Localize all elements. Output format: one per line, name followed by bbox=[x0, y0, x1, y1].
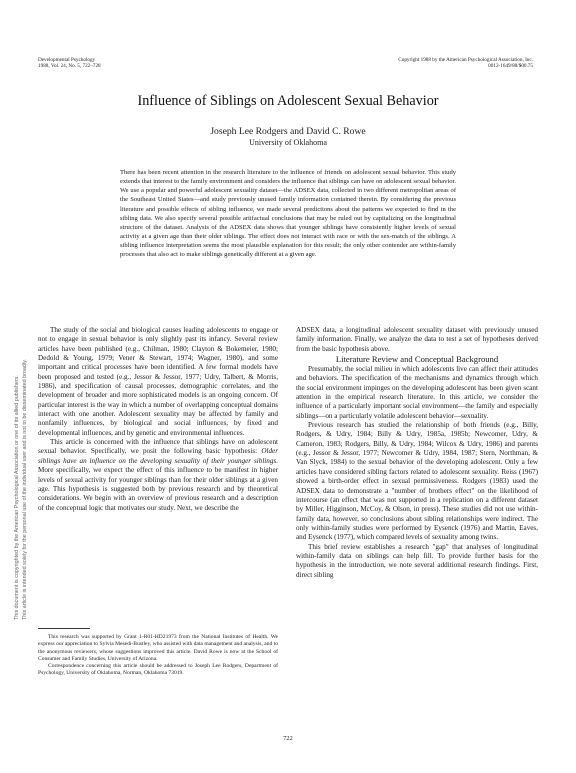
intro-paragraph-2-start: This article is concerned with the influence that siblings have on adolescent sexual behavior. Specifically, we posit the following basic hypothesis: bbox=[38, 438, 278, 456]
section-heading: Literature Review and Conceptual Background bbox=[335, 354, 499, 365]
left-column bbox=[38, 326, 278, 513]
correspondence-footnote: Correspondence concerning this article should be addressed to Joseph Lee Rodgers, Department of Psychology, University of Oklahoma, Norman, Oklahoma 73019. bbox=[38, 663, 278, 677]
intro-paragraph-1: The study of the social and biological causes leading adolescents to engage or not to engage in sexual behavior is only slightly past its infancy. Several review articles have been published (e.g., Chilman, 1980; Clayton & Bokemeier, 1980; Dedold & Young, 1979; Vener & Stewart, 1974; Wagner, 1980), and some important and critical processes have been identified. A few formal models have been proposed and tested (e.g., Jessor & Jessor, 1977; Udry, Talbert, & Morris, 1986), and specification of causal processes, demographic correlates, and the development of broader and more sophisticated models is an ongoing concern. Of particular interest is the way in which a number of overlapping conceptual domains interact with one another. Adolescent sexuality may be affected by family and nonfamily influences, by biological and social influences, by fixed and developmental influences, and by genetic and environmental influences. bbox=[38, 326, 278, 437]
funding-footnote: This research was supported by Grant 1-R01-HD21973 from the National Institutes of Health. We express our appreciation to Sylvia Mesedi-Bustley, who assisted with data management and analysis, and to the anonymous reviewers, whose suggestions improved this article. David Rowe is now at the School of Consumer and Family Studies, University of Arizona. bbox=[38, 634, 278, 662]
copyright-side-notice bbox=[8, 180, 38, 620]
right-column bbox=[296, 326, 538, 580]
volume-info: 1988, Vol. 24, No. 5, 722–728 bbox=[38, 63, 101, 70]
footnotes bbox=[38, 634, 278, 678]
journal-name: Developmental Psychology bbox=[38, 57, 96, 63]
basic-hypothesis: Older siblings have an influence on the developing sexuality of their younger siblings. bbox=[38, 447, 278, 465]
side-notice-line-2: This article is intended solely for the personal use of the individual user and is not to be disseminated broadly. bbox=[22, 359, 28, 620]
issn-line: 0012-1649/88/$00.75 bbox=[488, 63, 533, 70]
review-paragraph-3: This brief review establishes a research "gap" that analyses of longitudinal within-family data on siblings can help fill. To provide further basis for the hypothesis in the introduction, we note several additional research findings. First, direct sibling bbox=[296, 542, 538, 579]
abstract: There has been recent attention in the research literature to the influence of friends on adolescent sexual behavior. This study extends that interest to the family environment and considers the influence that siblings can have on adolescent sexual behavior. We use a popular and powerful adolescent sexuality dataset—the ADSEX data, collected in two different metropolitan areas of the Southeast United States—and study previously unused family information contained therein. By considering the previous literature and possible effects of sibling influence, we made several predictions about the patterns we expected to find in the sibling data. We also specify several possible artifactual conclusions that may be ruled out by capitalizing on the longitudinal structure of the dataset. Analysis of the ADSEX data shows that younger siblings have consistently higher levels of sexual activity at a given age than their older siblings. The effect does not interact with race or with the sex-match of the siblings. A sibling influence interpretation seems the most plausible explanation for this result; the only other contender are within-family processes that also act to make siblings genetically different at a given age. bbox=[120, 169, 456, 259]
copyright-notice bbox=[398, 57, 533, 70]
page-number: 722 bbox=[283, 735, 293, 742]
intro-paragraph-2 bbox=[38, 438, 278, 513]
author-affiliation: University of Oklahoma bbox=[249, 138, 327, 147]
article-authors: Joseph Lee Rodgers and David C. Rowe bbox=[210, 126, 366, 137]
footnote-rule bbox=[38, 628, 90, 629]
review-paragraph-2: Previous research has studied the relationship of both friends (e.g., Billy, Rodgers, & Udry, 1984; Billy & Udry, 1985a, 1985b; Newcomer, Udry, & Cameron, 1983; Rodgers, Billy, & Udry, 1984; Wilcox & Udry, 1986) and parents (e.g., Jessor & Jessor, 1977; Newcomer & Udry, 1984, 1987; Stern, Northman, & Van Slyck, 1984) to the sexual behavior of the developing adolescent. Only a few articles have considered sibling factors related to adolescent sexuality. Reiss (1967) showed a birth-order effect in sexual permissiveness. Rodgers (1983) used the ADSEX data to demonstrate a "number of brothers effect" on the likelihood of intercourse (an effect that was not supported in a replication on a different dataset by Miller, Higginson, McCoy, & Olson, in press). These studies did not use within-family data, however, so conclusions about sibling relationships were indirect. The only within-family studies were performed by Eysenck (1976) and Martin, Eaves, and Eysenck (1977), which compared levels of sexuality among twins. bbox=[296, 421, 538, 542]
intro-paragraph-2-end: More specifically, we expect the effect of this influence to be manifest in higher levels of sexual activity for younger siblings than for their older siblings at a given age. This hypothesis is suggested both by previous research and by theoretical considerations. We begin with an overview of previous research and a description of the conceptual logic that motivates our study. Next, we describe the bbox=[38, 466, 278, 512]
review-paragraph-1: Presumably, the social milieu in which adolescents live can affect their attitudes and behaviors. The specification of the mechanisms and dynamics through which the social environment impinges on the developing adolescent has been given scant attention in the empirical research literature. In this article, we consider the influence of a particularly important social environment—the family and especially siblings—on a particularly volatile adolescent behavior—sexuality. bbox=[296, 365, 538, 420]
intro-paragraph-3: ADSEX data, a longitudinal adolescent sexuality dataset with previously unused family information. Finally, we analyze the data to test a set of hypotheses derived from the basic hypothesis above. bbox=[296, 326, 538, 353]
side-notice-line-1: This document is copyrighted by the American Psychological Association or one of its allied publishers. bbox=[14, 375, 20, 620]
journal-citation bbox=[38, 57, 101, 70]
copyright-line: Copyright 1988 by the American Psychological Association, Inc. bbox=[398, 57, 533, 63]
article-title: Influence of Siblings on Adolescent Sexual Behavior bbox=[137, 93, 439, 109]
